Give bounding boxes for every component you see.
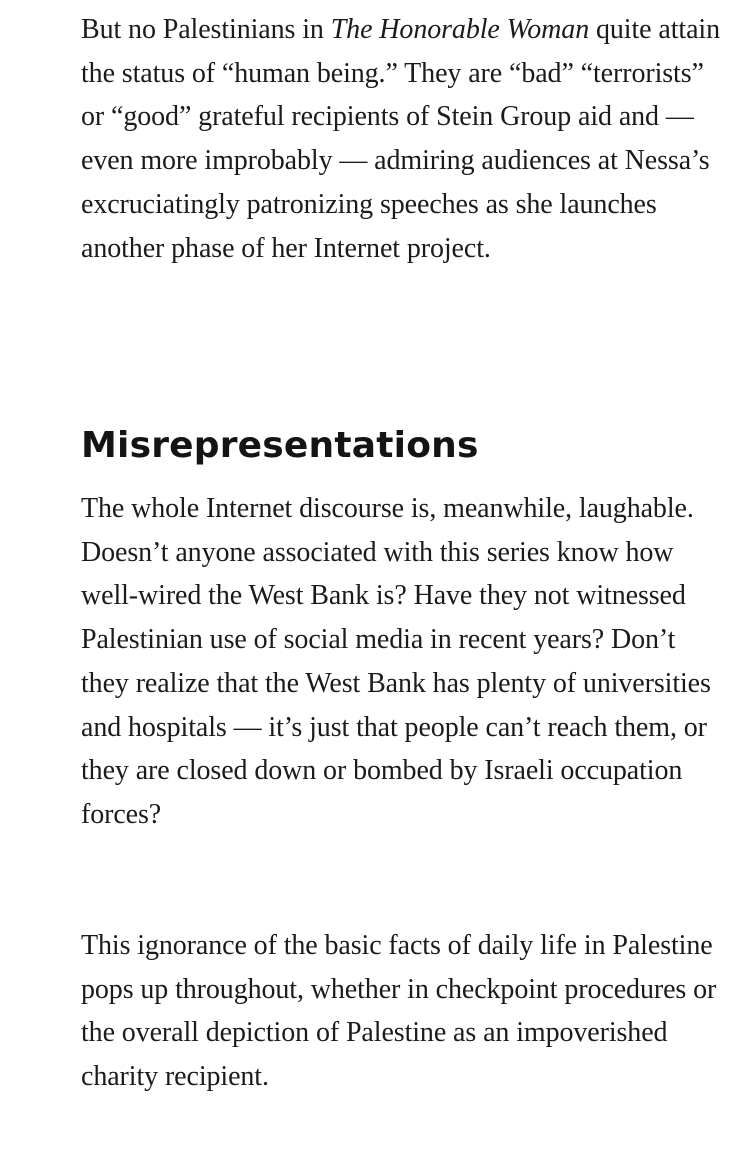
paragraph-intro-text-end: quite attain the status of “human being.” They are “bad” “terrorists” or “good” grateful recipients of Stein Group aid and — even more improbably — admiring audiences at Nessa’s excruciatingly patronizing speeches as she launches another phase of her Internet project.	[81, 14, 720, 264]
paragraph-internet-discourse: The whole Internet discourse is, meanwhile, laughable. Doesn’t anyone associated with this series know how well-wired the West Bank is? Have they not witnessed Palestinian use of social media in recent years? Don’t they realize that the West Bank has plenty of universities and hospitals — it’s just that people can’t reach them, or they are closed down or bombed by Israeli occupation forces?	[81, 493, 711, 830]
show-title-italic: The Honorable Woman	[330, 14, 590, 45]
paragraph-ignorance: This ignorance of the basic facts of daily life in Palestine pops up throughout, whether in checkpoint procedures or the overall depiction of Palestine as an impoverished charity recipient.	[81, 930, 717, 1093]
paragraph-intro	[81, 8, 721, 270]
paragraph-intro-text-start: But no Palestinians in	[81, 14, 331, 45]
section-heading: Misrepresentations	[81, 425, 479, 466]
